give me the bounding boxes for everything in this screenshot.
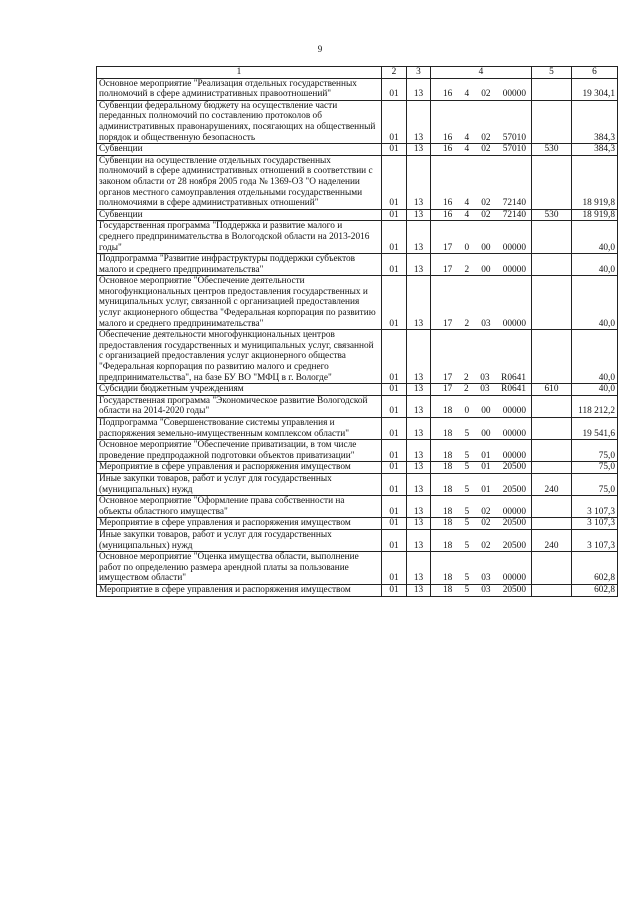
row-section: 01 [382,440,407,462]
target-article-part: 00000 [502,242,526,253]
table-row [97,440,618,462]
row-name: Основное мероприятие "Обеспечение приватизации, в том числе проведение предпродажной подготовки объектов приватизации" [97,440,382,462]
target-article-part: 4 [464,89,470,100]
row-amount: 602,8 [572,552,618,585]
row-name: Основное мероприятие "Обеспечение деятельности многофункциональных центров предоставления государственных и муниципальных услуг, связанной с организацией предоставления услуг акционерного общества "Федеральная корпорация по развитию малого и среднего предпринимательства" [97,276,382,330]
row-amount: 19 541,6 [572,418,618,440]
row-name: Государственная программа "Поддержка и развитие малого и среднего предпринимательства в Вологодской области на 2013-2016 годы" [97,221,382,254]
table-row [97,78,618,100]
row-subsection: 13 [407,418,431,440]
row-subsection: 13 [407,584,431,596]
row-section: 01 [382,518,407,530]
row-section: 01 [382,221,407,254]
column-header: 6 [572,67,618,79]
table-row [97,384,618,396]
column-header: 2 [382,67,407,79]
row-amount: 118 212,2 [572,395,618,417]
row-section: 01 [382,100,407,143]
row-target-article [431,496,532,518]
row-amount: 40,0 [572,221,618,254]
row-expense-type [532,462,572,474]
target-article-part: 16 [443,144,453,155]
table-row [97,418,618,440]
row-section: 01 [382,395,407,417]
row-expense-type [532,518,572,530]
row-name: Субвенции [97,209,382,221]
target-article-part: 17 [443,264,453,275]
row-section: 01 [382,144,407,156]
row-section: 01 [382,254,407,276]
row-amount: 75,0 [572,473,618,495]
target-article-part: 18 [443,450,453,461]
target-article-part: 00000 [502,264,526,275]
target-article-part: 02 [481,144,491,155]
row-target-article [431,584,532,596]
target-article-part: 20500 [502,540,526,551]
row-name: Мероприятие в сфере управления и распоряжения имуществом [97,462,382,474]
target-article-part: 2 [463,372,469,383]
target-article-part: 0 [464,406,470,417]
row-section: 01 [382,155,407,209]
target-article-part: 18 [443,573,453,584]
target-article-part: 17 [443,318,453,329]
target-article-part: 4 [464,209,470,220]
row-subsection: 13 [407,384,431,396]
table-row [97,395,618,417]
row-target-article [431,254,532,276]
row-subsection: 13 [407,473,431,495]
row-name: Иные закупки товаров, работ и услуг для государственных (муниципальных) нужд [97,473,382,495]
row-subsection: 13 [407,518,431,530]
row-subsection: 13 [407,254,431,276]
table-row [97,552,618,585]
row-expense-type [532,330,572,384]
row-name: Основное мероприятие "Реализация отдельных государственных полномочий в сфере административных правоотношений" [97,78,382,100]
target-article-part: 4 [464,144,470,155]
target-article-part: 00000 [502,89,526,100]
column-header: 3 [407,67,431,79]
target-article-part: 02 [481,540,491,551]
row-subsection: 13 [407,440,431,462]
row-target-article [431,529,532,551]
row-expense-type [532,276,572,330]
target-article-part: 2 [464,264,470,275]
table-row [97,276,618,330]
row-section: 01 [382,384,407,396]
row-expense-type [532,254,572,276]
row-name: Подпрограмма "Развитие инфраструктуры поддержки субъектов малого и среднего предпринимательства" [97,254,382,276]
row-target-article [431,155,532,209]
row-subsection: 13 [407,529,431,551]
row-expense-type [532,418,572,440]
table-row [97,518,618,530]
table-row [97,221,618,254]
row-amount: 40,0 [572,384,618,396]
column-header: 5 [532,67,572,79]
table-row [97,462,618,474]
target-article-part: 02 [481,198,491,209]
row-section: 01 [382,418,407,440]
row-subsection: 13 [407,552,431,585]
target-article-part: 02 [481,518,491,529]
row-subsection: 13 [407,144,431,156]
row-subsection: 13 [407,395,431,417]
page-number: 9 [317,44,323,54]
row-amount: 384,3 [572,100,618,143]
target-article-part: 20500 [502,518,526,529]
row-name: Мероприятие в сфере управления и распоряжения имуществом [97,518,382,530]
row-amount: 602,8 [572,584,618,596]
target-article-part: 03 [480,384,490,395]
target-article-part: 72140 [502,198,526,209]
target-article-part: 57010 [502,132,526,143]
target-article-part: 18 [443,462,453,473]
target-article-part: 5 [464,462,470,473]
row-expense-type [532,552,572,585]
row-section: 01 [382,496,407,518]
row-target-article [431,395,532,417]
row-name: Мероприятие в сфере управления и распоряжения имуществом [97,584,382,596]
row-target-article [431,144,532,156]
row-name: Подпрограмма "Совершенствование системы управления и распоряжения земельно-имущественным комплексом области" [97,418,382,440]
row-section: 01 [382,330,407,384]
row-target-article [431,473,532,495]
row-amount: 75,0 [572,462,618,474]
target-article-part: 02 [481,89,491,100]
row-amount: 18 919,8 [572,155,618,209]
budget-table [96,66,618,597]
target-article-part: 0 [464,242,470,253]
row-subsection: 13 [407,496,431,518]
table-row [97,155,618,209]
row-expense-type: 240 [532,529,572,551]
target-article-part: 02 [481,506,491,517]
row-name: Иные закупки товаров, работ и услуг для государственных (муниципальных) нужд [97,529,382,551]
target-article-part: 00000 [502,573,526,584]
target-article-part: 18 [443,584,453,595]
target-article-part: 4 [464,198,470,209]
row-section: 01 [382,209,407,221]
row-subsection: 13 [407,330,431,384]
row-target-article [431,440,532,462]
target-article-part: 5 [464,450,470,461]
target-article-part: 5 [464,506,470,517]
target-article-part: 01 [481,462,491,473]
target-article-part: 16 [443,198,453,209]
row-target-article [431,418,532,440]
target-article-part: 18 [443,428,453,439]
row-target-article [431,384,532,396]
row-amount: 19 304,1 [572,78,618,100]
row-name: Обеспечение деятельности многофункциональных центров предоставления государственных и муниципальных услуг, связанной с организацией предоставления услуг акционерного общества "Федеральная корпорация по развитию малого и среднего предпринимательства", на базе БУ ВО "МФЦ в г. Вологде" [97,330,382,384]
target-article-part: 2 [463,384,469,395]
row-target-article [431,276,532,330]
target-article-part: 16 [443,132,453,143]
target-article-part: 5 [464,484,470,495]
row-section: 01 [382,276,407,330]
row-amount: 3 107,3 [572,496,618,518]
target-article-part: 00 [481,428,491,439]
row-subsection: 13 [407,276,431,330]
target-article-part: 00 [481,406,491,417]
target-article-part: 20500 [502,584,526,595]
row-subsection: 13 [407,209,431,221]
row-subsection: 13 [407,462,431,474]
row-expense-type: 530 [532,209,572,221]
target-article-part: 03 [481,318,491,329]
row-target-article [431,221,532,254]
row-expense-type: 240 [532,473,572,495]
target-article-part: 5 [464,518,470,529]
row-amount: 3 107,3 [572,518,618,530]
target-article-part: 18 [443,484,453,495]
table-row [97,330,618,384]
target-article-part: 02 [481,209,491,220]
target-article-part: 5 [464,584,470,595]
table-row [97,473,618,495]
target-article-part: 00000 [502,406,526,417]
row-section: 01 [382,462,407,474]
target-article-part: 20500 [502,462,526,473]
table-row [97,529,618,551]
target-article-part: 00000 [502,428,526,439]
row-target-article [431,100,532,143]
target-article-part: 01 [481,484,491,495]
target-article-part: 01 [481,450,491,461]
target-article-part: 18 [443,518,453,529]
target-article-part: 20500 [502,484,526,495]
column-header: 1 [97,67,382,79]
row-amount: 40,0 [572,330,618,384]
table-row [97,144,618,156]
target-article-part: 18 [443,406,453,417]
table-row [97,209,618,221]
target-article-part: 18 [443,506,453,517]
row-expense-type [532,78,572,100]
target-article-part: 03 [481,584,491,595]
row-amount: 75,0 [572,440,618,462]
target-article-part: 16 [443,209,453,220]
target-article-part: 00000 [502,506,526,517]
row-subsection: 13 [407,78,431,100]
row-section: 01 [382,584,407,596]
row-target-article [431,462,532,474]
row-amount: 3 107,3 [572,529,618,551]
table-row [97,100,618,143]
target-article-part: 17 [443,242,453,253]
row-expense-type [532,155,572,209]
target-article-part: 72140 [502,209,526,220]
target-article-part: R0641 [501,384,526,395]
target-article-part: 03 [481,573,491,584]
row-subsection: 13 [407,100,431,143]
row-name: Субвенции [97,144,382,156]
row-expense-type: 530 [532,144,572,156]
target-article-part: 17 [443,384,453,395]
row-expense-type [532,395,572,417]
table-row [97,496,618,518]
row-target-article [431,78,532,100]
row-target-article [431,518,532,530]
target-article-part: 17 [443,372,453,383]
row-section: 01 [382,473,407,495]
row-section: 01 [382,552,407,585]
row-target-article [431,330,532,384]
row-subsection: 13 [407,221,431,254]
target-article-part: 5 [464,540,470,551]
target-article-part: 03 [480,372,490,383]
table-row [97,584,618,596]
row-amount: 40,0 [572,254,618,276]
row-expense-type [532,440,572,462]
row-name: Основное мероприятие "Оценка имущества области, выполнение работ по определению размера арендной платы за пользование имуществом области" [97,552,382,585]
target-article-part: 57010 [502,144,526,155]
target-article-part: 16 [443,89,453,100]
row-amount: 40,0 [572,276,618,330]
row-subsection: 13 [407,155,431,209]
row-target-article [431,209,532,221]
row-amount: 384,3 [572,144,618,156]
target-article-part: 18 [443,540,453,551]
table-header-row [97,67,618,79]
target-article-part: 5 [464,428,470,439]
target-article-part: 2 [464,318,470,329]
row-amount: 18 919,8 [572,209,618,221]
row-name: Государственная программа "Экономическое развитие Вологодской области на 2014-2020 годы" [97,395,382,417]
column-header: 4 [431,67,532,79]
row-name: Основное мероприятие "Оформление права собственности на объекты областного имущества" [97,496,382,518]
row-name: Субвенции на осуществление отдельных государственных полномочий в сфере административных отношений в соответствии с законом области от 28 ноября 2005 года № 1369-ОЗ "О наделении органов местного самоуправления отдельными государственными полномочиями в сфере административных отношений" [97,155,382,209]
table-row [97,254,618,276]
row-expense-type [532,100,572,143]
target-article-part: 02 [481,132,491,143]
row-name: Субвенции федеральному бюджету на осуществление части переданных полномочий по составлению протоколов об административных правонарушениях, посягающих на общественный порядок и общественную безопасность [97,100,382,143]
row-expense-type [532,221,572,254]
row-target-article [431,552,532,585]
row-section: 01 [382,78,407,100]
row-expense-type [532,496,572,518]
target-article-part: 00000 [502,318,526,329]
target-article-part: R0641 [501,372,526,383]
row-expense-type [532,584,572,596]
target-article-part: 00 [481,264,491,275]
row-expense-type: 610 [532,384,572,396]
target-article-part: 5 [464,573,470,584]
target-article-part: 00 [481,242,491,253]
target-article-part: 4 [464,132,470,143]
row-section: 01 [382,529,407,551]
row-name: Субсидии бюджетным учреждениям [97,384,382,396]
target-article-part: 00000 [502,450,526,461]
